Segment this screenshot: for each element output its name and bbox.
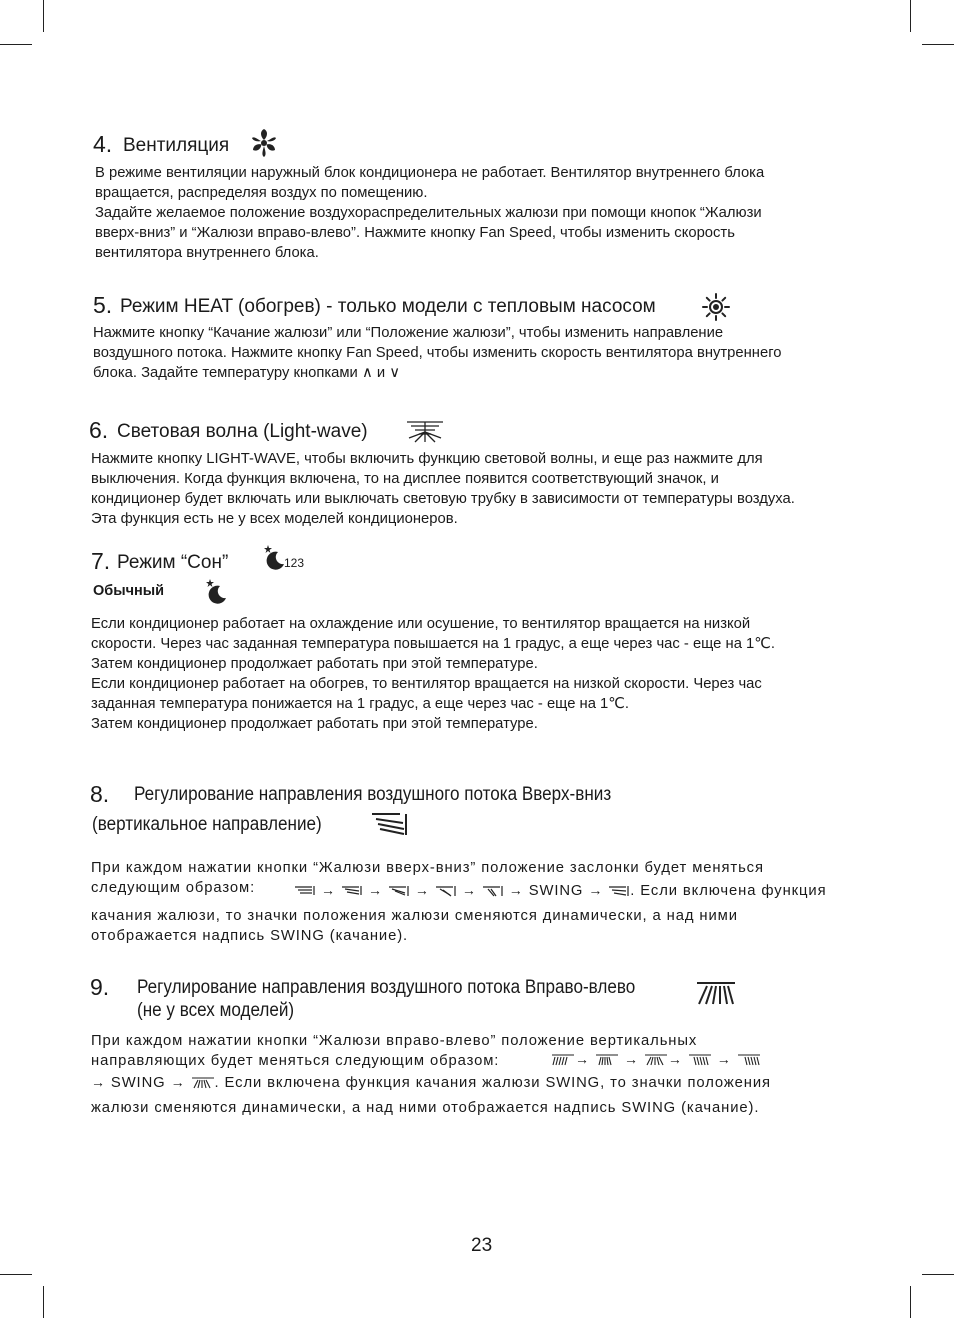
arrow-icon: →	[623, 1051, 639, 1067]
section-7-line-3: Затем кондиционер продолжает работать при этой температуре.	[91, 656, 538, 672]
arrow-icon: →	[321, 882, 336, 898]
sleep-mode-number-label: 123	[284, 556, 305, 570]
section-7-line-2: скорости. Через час заданная температура повышается на 1 градус, а еще через час - еще на 1℃.	[91, 636, 775, 652]
section-4-line-2: вращается, распределяя воздух по помещению.	[95, 185, 428, 201]
section-7-line-4: Если кондиционер работает на обогрев, то вентилятор вращается на низкой скорости. Через час	[91, 676, 762, 692]
section-4-line-5: вентилятора внутреннего блока.	[95, 245, 319, 261]
page-number: 23	[471, 1235, 493, 1256]
section-5-number: 5.	[93, 292, 113, 318]
horizontal-louver-pos-5-icon	[737, 1053, 761, 1067]
crop-mark	[43, 1286, 44, 1318]
crop-mark	[0, 1274, 32, 1275]
swing-label: SWING	[528, 883, 584, 899]
section-6-number: 6.	[89, 417, 109, 443]
arrow-icon: →	[91, 1074, 106, 1090]
crop-mark	[922, 1274, 954, 1275]
light-wave-icon	[405, 418, 445, 444]
vertical-louver-pos-4-icon	[435, 885, 457, 897]
crop-mark	[43, 0, 44, 32]
section-9-subtitle: (не у всех моделей)	[137, 1000, 295, 1021]
crop-mark	[922, 44, 954, 45]
arrow-icon: →	[170, 1074, 186, 1090]
section-5-line-2: воздушного потока. Нажмите кнопку Fan Speed, чтобы изменить скорость вентилятора внутреннего	[93, 345, 782, 361]
sleep-moon-icon	[262, 544, 286, 570]
arrow-icon: →	[716, 1051, 732, 1067]
fan-icon	[250, 128, 278, 158]
section-4-title: Вентиляция	[123, 135, 230, 156]
arrow-icon: →	[508, 882, 524, 898]
section-7-line-1: Если кондиционер работает на охлаждение или осушение, то вентилятор вращается на низкой	[91, 616, 751, 632]
section-9-line-3-suffix: . Если включена функция качания жалюзи SWING, то значки положения	[214, 1075, 771, 1091]
vertical-louver-icon	[370, 811, 408, 837]
horizontal-louver-pos-2-icon	[595, 1053, 619, 1067]
section-9-line-1: При каждом нажатии кнопки “Жалюзи вправо-влево” положение вертикальных	[91, 1033, 698, 1049]
section-8-number: 8.	[90, 781, 110, 807]
vertical-louver-pos-1-icon	[294, 885, 316, 897]
section-5-title: Режим HEAT (обогрев) - только модели с тепловым насосом	[120, 296, 656, 317]
section-4-line-4: вверх-вниз” и “Жалюзи вправо-влево”. Нажмите кнопку Fan Speed, чтобы изменить скорость	[95, 225, 735, 241]
section-5-line-1: Нажмите кнопку “Качание жалюзи” или “Положение жалюзи”, чтобы изменить направление	[93, 325, 724, 341]
vertical-louver-pos-3-icon	[388, 885, 410, 897]
horizontal-louver-pos-1-icon	[551, 1053, 575, 1067]
arrow-icon: →	[414, 882, 430, 898]
section-8-title: Регулирование направления воздушного потока Вверх-вниз	[134, 784, 612, 805]
section-8-line-3: качания жалюзи, то значки положения жалюзи сменяются динамически, а над ними	[91, 908, 738, 924]
sun-icon	[702, 293, 730, 321]
section-8-line-1: При каждом нажатии кнопки “Жалюзи вверх-вниз” положение заслонки будет меняться	[91, 860, 764, 876]
vertical-louver-swing-icon	[608, 885, 630, 897]
horizontal-louver-pos-4-icon	[688, 1053, 712, 1067]
vertical-louver-pos-5-icon	[482, 885, 504, 897]
sleep-normal-label: Обычный	[93, 583, 165, 599]
section-4-line-3: Задайте желаемое положение воздухораспределительных жалюзи при помощи кнопок “Жалюзи	[95, 205, 762, 221]
section-6-line-3: кондиционер будет включать или выключать световую трубку в зависимости от температуры воздуха.	[91, 491, 795, 507]
section-7-line-5: заданная температура понижается на 1 градус, а еще через час - еще на 1℃.	[91, 696, 629, 712]
arrow-icon: →	[575, 1051, 590, 1067]
section-7-line-6: Затем кондиционер продолжает работать при этой температуре.	[91, 716, 538, 732]
section-7-number: 7.	[91, 548, 111, 574]
section-6-line-1: Нажмите кнопку LIGHT-WAVE, чтобы включить функцию световой волны, и еще раз нажмите для	[91, 451, 763, 467]
arrow-icon: →	[667, 1051, 683, 1067]
section-9-title: Регулирование направления воздушного потока Вправо-влево	[137, 977, 636, 998]
section-9-line-2-prefix: направляющих будет меняться следующим образом:	[91, 1053, 500, 1069]
section-9-number: 9.	[90, 974, 110, 1000]
section-9-line-4: жалюзи сменяются динамически, а над ними отображается надпись SWING (качание).	[91, 1100, 760, 1116]
section-6-line-2: выключения. Когда функция включена, то на дисплее появится соответствующий значок, и	[91, 471, 719, 487]
horizontal-sequence-continued	[91, 1074, 771, 1091]
section-6-line-4: Эта функция есть не у всех моделей кондиционеров.	[91, 511, 458, 527]
section-8-subtitle: (вертикальное направление)	[92, 814, 322, 835]
arrow-icon: →	[367, 882, 383, 898]
section-8-line-2-prefix: следующим образом:	[91, 880, 256, 896]
crop-mark	[910, 0, 911, 32]
crop-mark	[0, 44, 32, 45]
horizontal-sequence	[551, 1051, 761, 1068]
sleep-normal-moon-icon	[204, 578, 228, 604]
horizontal-louver-icon	[695, 980, 737, 1006]
arrow-icon: →	[461, 882, 477, 898]
arrow-icon: →	[588, 882, 604, 898]
vertical-louver-pos-2-icon	[341, 885, 363, 897]
section-6-title: Световая волна (Light-wave)	[117, 421, 368, 442]
section-4-line-1: В режиме вентиляции наружный блок кондиционера не работает. Вентилятор внутреннего блока	[95, 165, 765, 181]
section-5-line-3: блока. Задайте температуру кнопками ∧ и ∨	[93, 365, 401, 381]
section-4-number: 4.	[93, 131, 113, 157]
section-8-line-4: отображается надпись SWING (качание).	[91, 928, 409, 944]
crop-mark	[910, 1286, 911, 1318]
swing-label: SWING	[110, 1075, 166, 1091]
vertical-sequence	[294, 882, 826, 899]
section-8-line-2-suffix: . Если включена функция	[630, 883, 827, 899]
section-7-title: Режим “Сон”	[117, 552, 229, 573]
horizontal-louver-pos-3-icon	[644, 1053, 668, 1067]
horizontal-louver-swing-icon	[191, 1076, 215, 1090]
